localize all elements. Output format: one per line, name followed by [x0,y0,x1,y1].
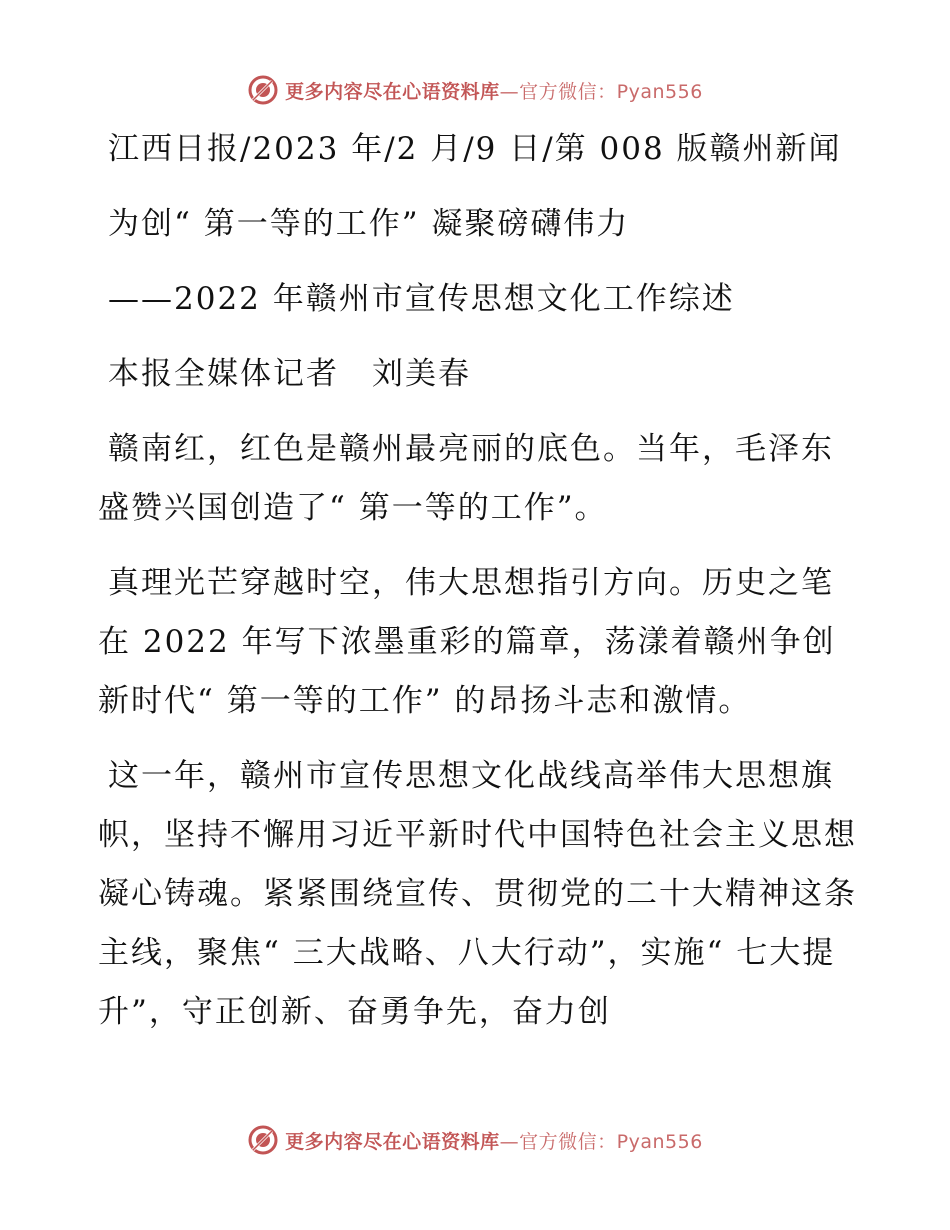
pen-logo-icon [247,74,279,106]
footer-watermark [0,1120,950,1160]
article-subtitle: ——2022 年赣州市宣传思想文化工作综述 [108,281,735,317]
article-paragraph: 这一年，赣州市宣传思想文化战线高举伟大思想旗帜，坚持不懈用习近平新时代中国特色社会主义思想凝心铸魂。紧紧围绕宣传、贯彻党的二十大精神这条主线，聚焦“ 三大战略、八大行动”，实施“ 七大提升”，守正创新、奋勇争先，奋力创 [98,758,857,1030]
watermark-text: 更多内容尽在心语资料库—官方微信：Pyan556 [285,80,703,103]
article-paragraph: 真理光芒穿越时空，伟大思想指引方向。历史之笔在 2022 年写下浓墨重彩的篇章，荡漾着赣州争创新时代“ 第一等的工作” 的昂扬斗志和激情。 [98,565,836,719]
article-source: 江西日报/2023 年/2 月/9 日/第 008 版赣州新闻 [108,131,842,167]
article-paragraph: 赣南红，红色是赣州最亮丽的底色。当年，毛泽东盛赞兴国创造了“ 第一等的工作”。 [98,431,834,526]
article-byline: 本报全媒体记者 刘美春 [108,356,471,392]
article-title: 为创“ 第一等的工作” 凝聚磅礴伟力 [108,206,630,242]
pen-logo-icon [247,1124,279,1156]
watermark-text: 更多内容尽在心语资料库—官方微信：Pyan556 [285,1130,703,1153]
header-watermark [0,70,950,110]
article-body [98,120,858,1058]
